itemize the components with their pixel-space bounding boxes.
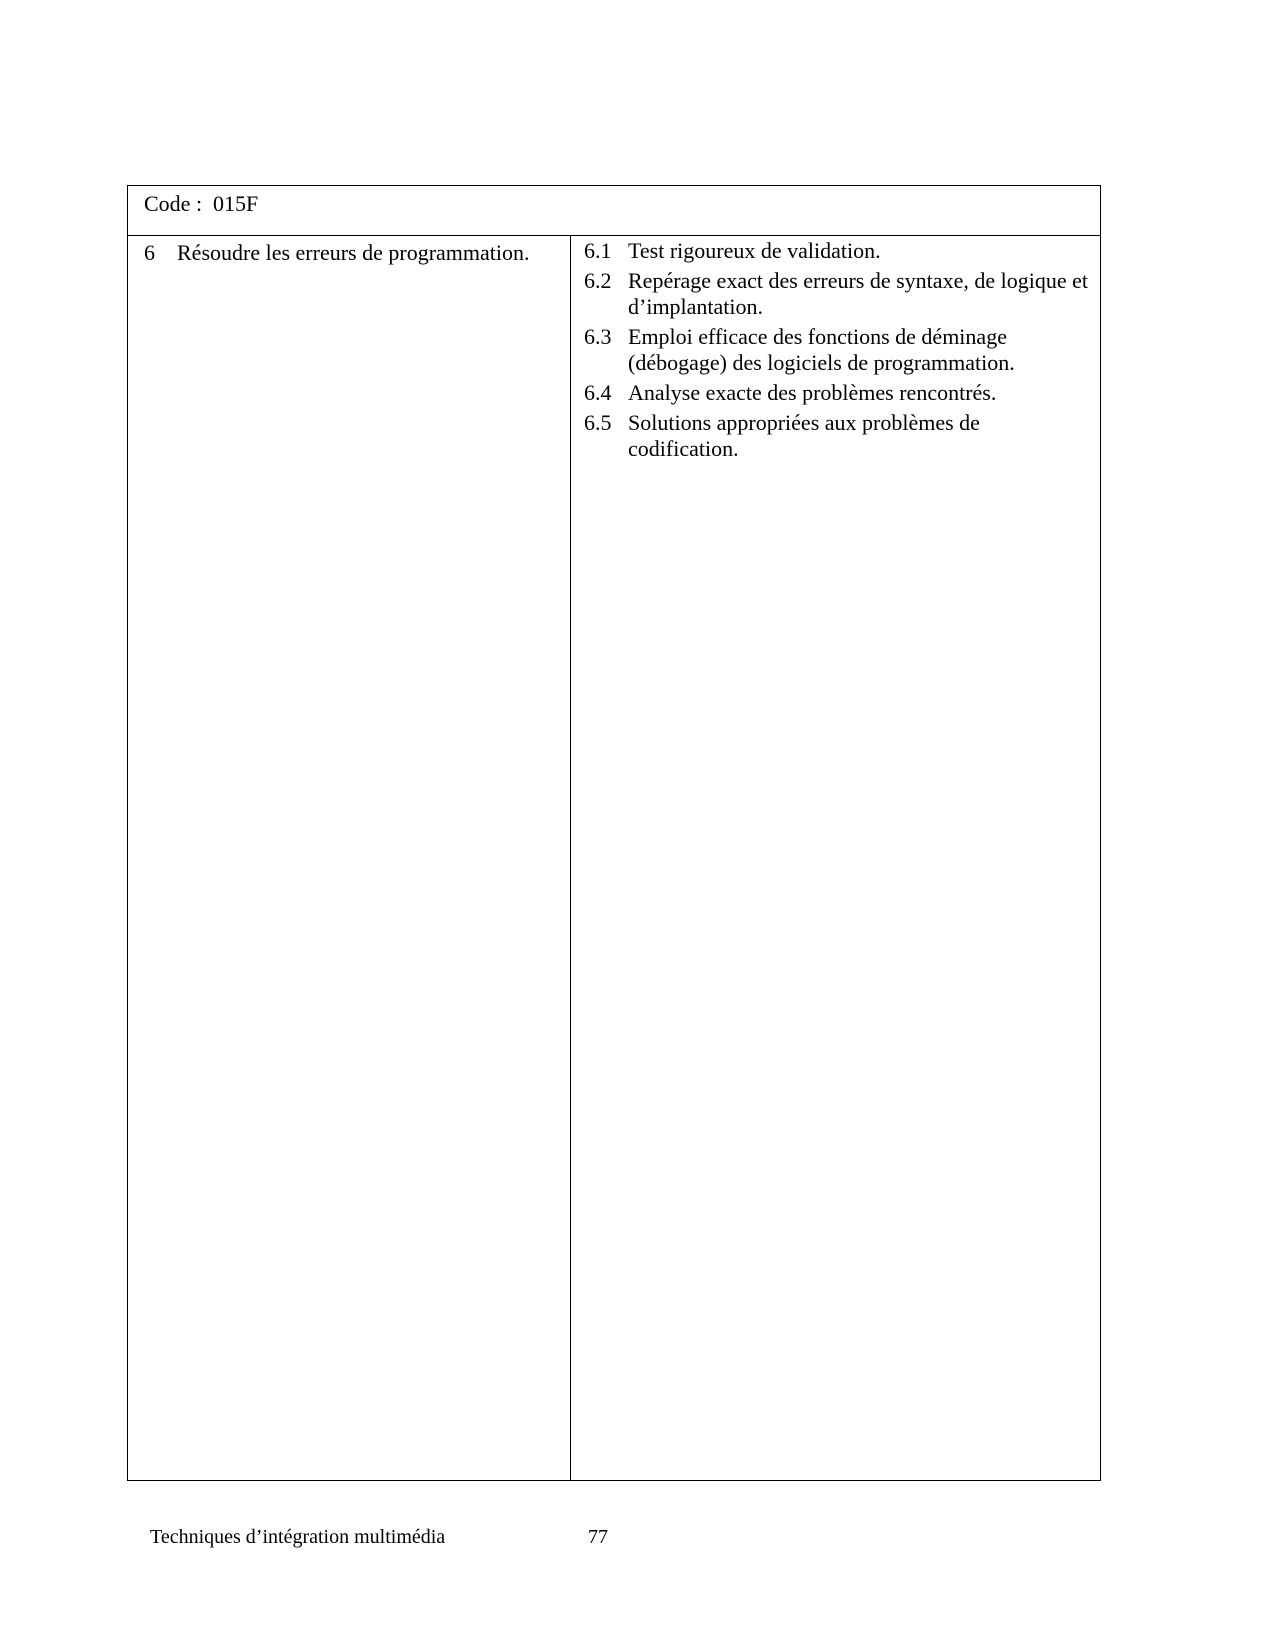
- criterion-item: [584, 324, 1094, 376]
- criterion-text: Solutions appropriées aux problèmes de codification.: [628, 410, 980, 461]
- competency-table: [127, 185, 1101, 1481]
- code-row: [128, 186, 1100, 236]
- criterion-number: 6.4: [584, 380, 612, 405]
- criterion-item: [584, 410, 1094, 462]
- criterion-text: Test rigoureux de validation.: [628, 238, 881, 263]
- criterion-item: [584, 380, 1094, 406]
- column-divider: [570, 235, 571, 1480]
- criterion-number: 6.2: [584, 268, 612, 293]
- element-text: Résoudre les erreurs de programmation.: [177, 240, 530, 265]
- page-number: 77: [588, 1526, 608, 1548]
- criterion-item: [584, 268, 1094, 320]
- footer-program-title: Techniques d’intégration multimédia: [150, 1526, 446, 1548]
- criterion-text: Repérage exact des erreurs de syntaxe, de logique et d’implantation.: [628, 268, 1088, 319]
- criterion-text: Emploi efficace des fonctions de déminage (débogage) des logiciels de programmation.: [628, 324, 1015, 375]
- criterion-item: [584, 238, 1094, 264]
- criterion-text: Analyse exacte des problèmes rencontrés.: [628, 380, 997, 405]
- criterion-number: 6.3: [584, 324, 612, 349]
- criterion-number: 6.5: [584, 410, 612, 435]
- criterion-number: 6.1: [584, 238, 612, 263]
- criteria-cell: [584, 238, 1094, 466]
- element-number: 6: [144, 240, 155, 265]
- code-label: Code : 015F: [144, 191, 259, 216]
